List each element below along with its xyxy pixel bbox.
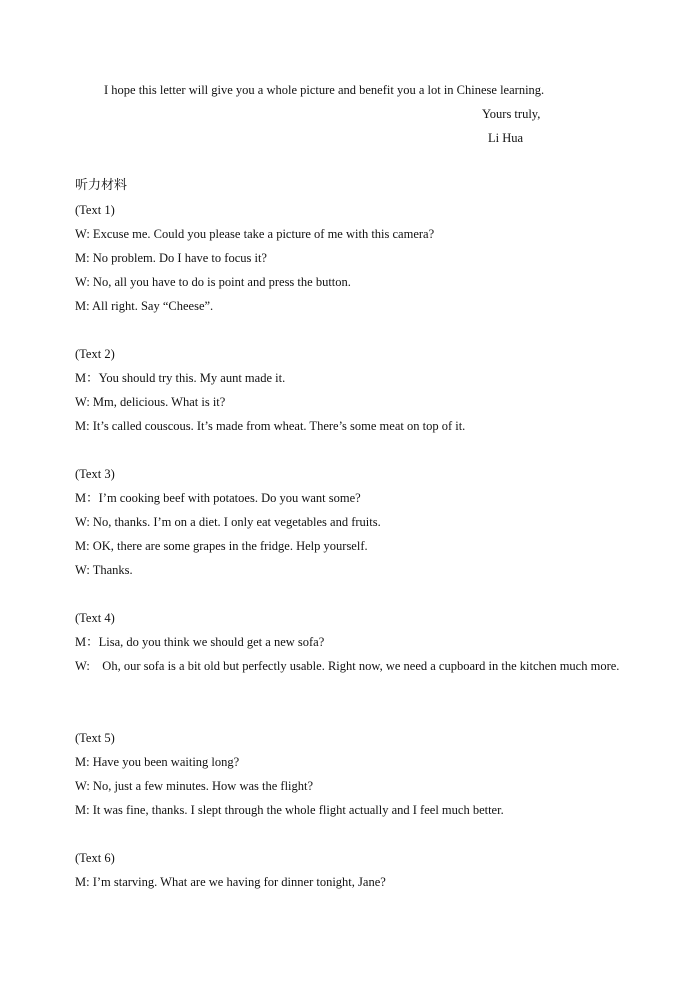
letter-valediction: Yours truly, (482, 107, 541, 121)
text-1-line-4: M: All right. Say “Cheese”. (75, 299, 214, 313)
text-4-line-1: M：Lisa, do you think we should get a new sofa? (75, 635, 325, 649)
text-1-line-3: W: No, all you have to do is point and press the button. (75, 275, 351, 289)
text-3-line-3: M: OK, there are some grapes in the fridge. Help yourself. (75, 539, 368, 553)
text-2-line-3: M: It’s called couscous. It’s made from wheat. There’s some meat on top of it. (75, 419, 466, 433)
text-2-line-2: W: Mm, delicious. What is it? (75, 395, 226, 409)
text-2-label: (Text 2) (75, 347, 115, 361)
text-1-label: (Text 1) (75, 203, 115, 217)
text-4-label: (Text 4) (75, 611, 115, 625)
text-2-line-1: M：You should try this. My aunt made it. (75, 371, 286, 385)
text-3-line-1: M：I’m cooking beef with potatoes. Do you want some? (75, 491, 361, 505)
text-5-line-2: W: No, just a few minutes. How was the flight? (75, 779, 314, 793)
text-5-label: (Text 5) (75, 731, 115, 745)
text-1-line-2: M: No problem. Do I have to focus it? (75, 251, 267, 265)
text-4-line-2: W: Oh, our sofa is a bit old but perfectly usable. Right now, we need a cupboard in the kitchen much more. (75, 659, 620, 673)
letter-closing-paragraph: I hope this letter will give you a whole picture and benefit you a lot in Chinese learning. (104, 83, 545, 97)
text-6-line-1: M: I’m starving. What are we having for dinner tonight, Jane? (75, 875, 386, 889)
text-5-line-1: M: Have you been waiting long? (75, 755, 240, 769)
text-3-line-4: W: Thanks. (75, 563, 133, 577)
text-3-line-2: W: No, thanks. I’m on a diet. I only eat vegetables and fruits. (75, 515, 381, 529)
text-5-line-3: M: It was fine, thanks. I slept through the whole flight actually and I feel much better. (75, 803, 504, 817)
text-1-line-1: W: Excuse me. Could you please take a picture of me with this camera? (75, 227, 435, 241)
letter-signature: Li Hua (488, 131, 524, 145)
text-6-label: (Text 6) (75, 851, 115, 865)
text-3-label: (Text 3) (75, 467, 115, 481)
listening-heading: 听力材料 (75, 178, 128, 193)
